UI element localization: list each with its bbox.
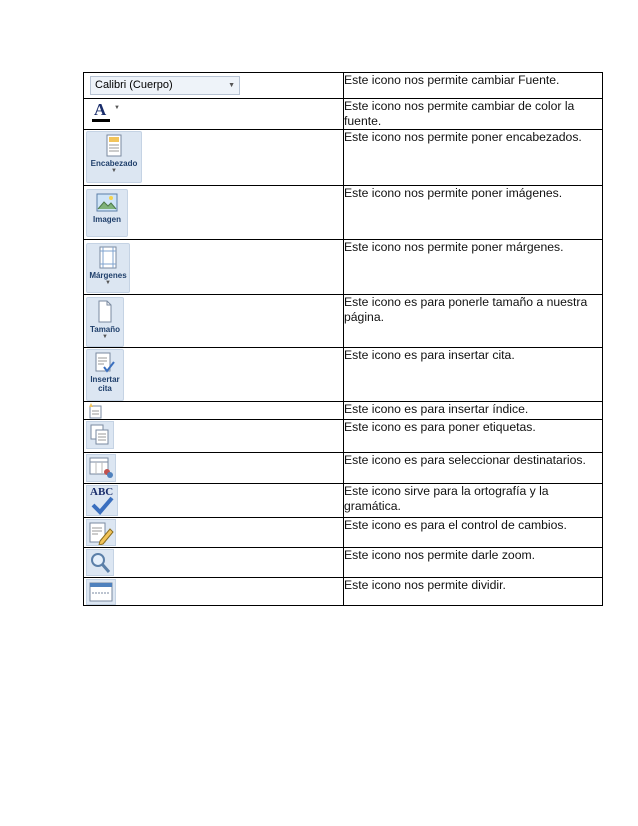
insert-citation-icon: Insertar cita xyxy=(86,349,124,401)
font-color-icon: A ▼ xyxy=(92,101,128,123)
chevron-down-icon: ▼ xyxy=(114,105,120,111)
description: Este icono es para seleccionar destinatarios. xyxy=(344,453,603,484)
labels-icon xyxy=(86,421,114,449)
description: Este icono sirve para la ortografía y la gramática. xyxy=(344,484,603,518)
page-size-icon: Tamaño ▼ xyxy=(86,297,124,347)
description: Este icono es para ponerle tamaño a nuestra página. xyxy=(344,295,603,348)
margins-icon: Márgenes ▼ xyxy=(86,243,130,293)
table-row xyxy=(84,240,603,295)
table-row xyxy=(84,186,603,240)
table-row xyxy=(84,578,603,606)
description: Este icono nos permite cambiar de color la fuente. xyxy=(344,99,603,130)
description: Este icono es para insertar cita. xyxy=(344,348,603,402)
table-row xyxy=(84,548,603,578)
description: Este icono es para insertar índice. xyxy=(344,402,603,420)
insert-index-icon xyxy=(87,403,103,419)
table-row xyxy=(84,484,603,518)
header-icon: Encabezado ▼ xyxy=(86,131,142,183)
split-icon xyxy=(86,579,116,605)
description: Este icono nos permite darle zoom. xyxy=(344,548,603,578)
chevron-down-icon: ▼ xyxy=(228,82,235,89)
table-row xyxy=(84,295,603,348)
table-row xyxy=(84,518,603,548)
icons-table xyxy=(83,72,603,606)
image-icon: Imagen xyxy=(86,189,128,237)
table-row xyxy=(84,73,603,99)
table-row xyxy=(84,453,603,484)
table-row xyxy=(84,130,603,186)
description: Este icono es para el control de cambios. xyxy=(344,518,603,548)
table-row xyxy=(84,348,603,402)
description: Este icono es para poner etiquetas. xyxy=(344,420,603,453)
font-selector xyxy=(90,76,240,95)
table-row xyxy=(84,402,603,420)
font-name: Calibri (Cuerpo) xyxy=(95,79,173,91)
description: Este icono nos permite poner márgenes. xyxy=(344,240,603,295)
table-row xyxy=(84,420,603,453)
zoom-icon xyxy=(86,549,114,576)
select-recipients-icon xyxy=(86,454,116,482)
description: Este icono nos permite cambiar Fuente. xyxy=(344,73,603,99)
description: Este icono nos permite poner encabezados. xyxy=(344,130,603,186)
description: Este icono nos permite dividir. xyxy=(344,578,603,606)
description: Este icono nos permite poner imágenes. xyxy=(344,186,603,240)
table-row xyxy=(84,99,603,130)
spelling-grammar-icon: ABC xyxy=(86,485,118,516)
track-changes-icon xyxy=(86,519,116,546)
